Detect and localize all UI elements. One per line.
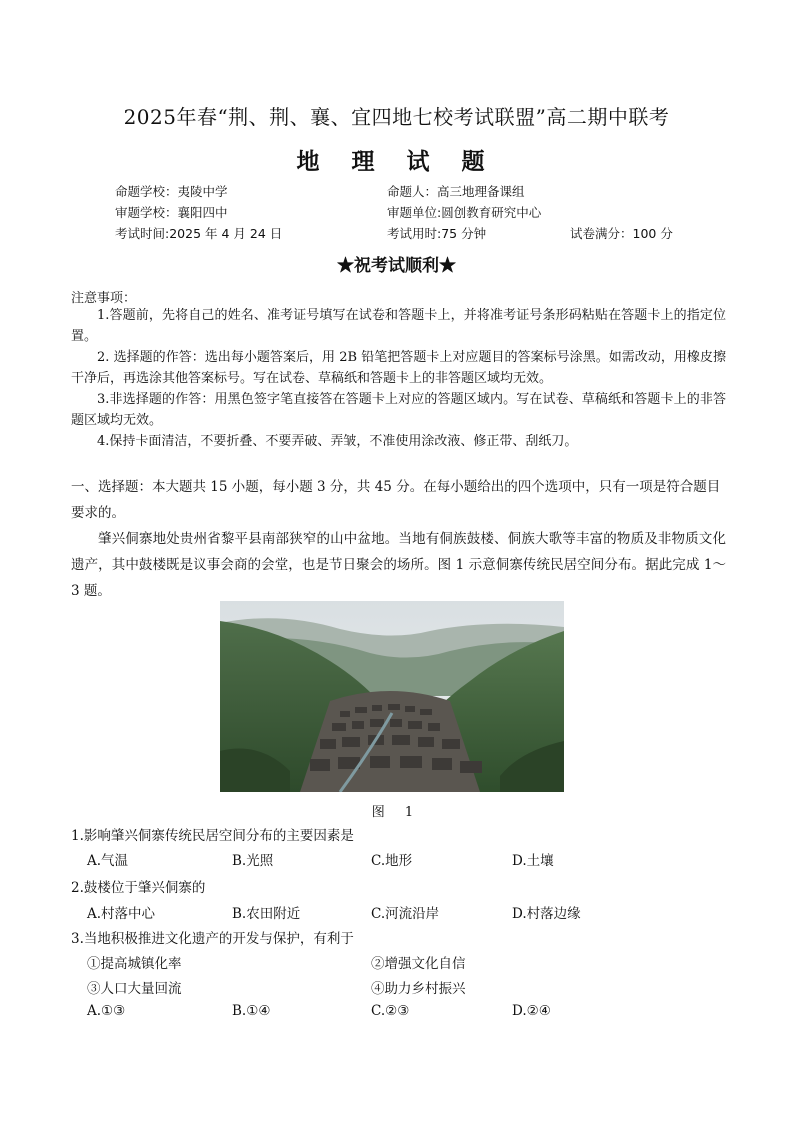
section-one-instructions: 一、选择题：本大题共 15 小题，每小题 3 分，共 45 分。在每小题给出的四个选项中，只有一项是符合题目要求的。 — [71, 479, 721, 521]
question-3-statement-3: ③人口大量回流 — [87, 981, 182, 997]
reviewer-school: 审题学校：襄阳四中 — [115, 205, 228, 220]
notice-heading: 注意事项： — [71, 291, 137, 306]
question-1-stem: 1.影响肇兴侗寨传统民居空间分布的主要因素是 — [71, 828, 354, 844]
question-2-stem: 2.鼓楼位于肇兴侗寨的 — [71, 880, 206, 896]
good-luck-banner: ★祝考试顺利★ — [337, 256, 456, 276]
notice-item: 1.答题前，先将自己的姓名、准考证号填写在试卷和答题卡上，并将准考证号条形码粘贴在答题卡上的指定位置。 — [71, 308, 726, 344]
reviewer-unit: 审题单位:圆创教育研究中心 — [387, 205, 542, 220]
question-3-statement-4: ④助力乡村振兴 — [371, 981, 466, 997]
exam-time: 考试时间:2025 年 4 月 24 日 — [115, 226, 283, 241]
full-score: 试卷满分：100 分 — [570, 226, 673, 241]
notice-item: 2. 选择题的作答：选出每小题答案后，用 2B 铅笔把答题卡上对应题目的答案标号涂黑。如需改动，用橡皮擦干净后，再选涂其他答案标号。写在试卷、草稿纸和答题卡上的非答题区域均无效。 — [71, 350, 726, 386]
question-2-option-b: B.农田附近 — [232, 906, 301, 922]
question-1-option-d: D.土壤 — [512, 853, 554, 869]
notice-item: 4.保持卡面清洁，不要折叠、不要弄破、弄皱，不准使用涂改液、修正带、刮纸刀。 — [97, 434, 578, 449]
village-landscape-illustration — [220, 601, 564, 792]
question-3-option-b: B.①④ — [232, 1003, 271, 1019]
question-1-option-b: B.光照 — [232, 853, 274, 869]
exam-subject-title: 地 理 试 题 — [296, 148, 497, 175]
question-1-option-a: A.气温 — [87, 853, 129, 869]
proposer: 命题人：高三地理备课组 — [387, 184, 525, 199]
question-2-option-a: A.村落中心 — [87, 906, 156, 922]
question-intro-passage: 肇兴侗寨地处贵州省黎平县南部狭窄的山中盆地。当地有侗族鼓楼、侗族大歌等丰富的物质及非物质文化遗产，其中鼓楼既是议事会商的会堂，也是节日聚会的场所。图 1 示意侗寨传统民居空间分布。据此完成 1～3 题。 — [71, 531, 726, 599]
question-3-option-c: C.②③ — [371, 1003, 410, 1019]
notice-item: 3.非选择题的作答：用黑色签字笔直接答在答题卡上对应的答题区域内。写在试卷、草稿纸和答题卡上的非答题区域均无效。 — [71, 392, 726, 428]
question-2-option-d: D.村落边缘 — [512, 906, 581, 922]
figure-caption: 图 1 — [371, 805, 422, 820]
proposer-school: 命题学校：夷陵中学 — [115, 184, 228, 199]
question-2-option-c: C.河流沿岸 — [371, 906, 440, 922]
exam-duration: 考试用时:75 分钟 — [387, 226, 487, 241]
question-3-option-a: A.①③ — [87, 1003, 126, 1019]
village-landscape-photo — [220, 601, 564, 792]
question-3-option-d: D.②④ — [512, 1003, 551, 1019]
question-3-stem: 3.当地积极推进文化遗产的开发与保护，有利于 — [71, 931, 354, 947]
exam-title: 2025年春“荆、荆、襄、宜四地七校考试联盟”高二期中联考 — [123, 105, 670, 129]
question-1-option-c: C.地形 — [371, 853, 413, 869]
question-3-statement-1: ①提高城镇化率 — [87, 956, 182, 972]
question-3-statement-2: ②增强文化自信 — [371, 956, 466, 972]
